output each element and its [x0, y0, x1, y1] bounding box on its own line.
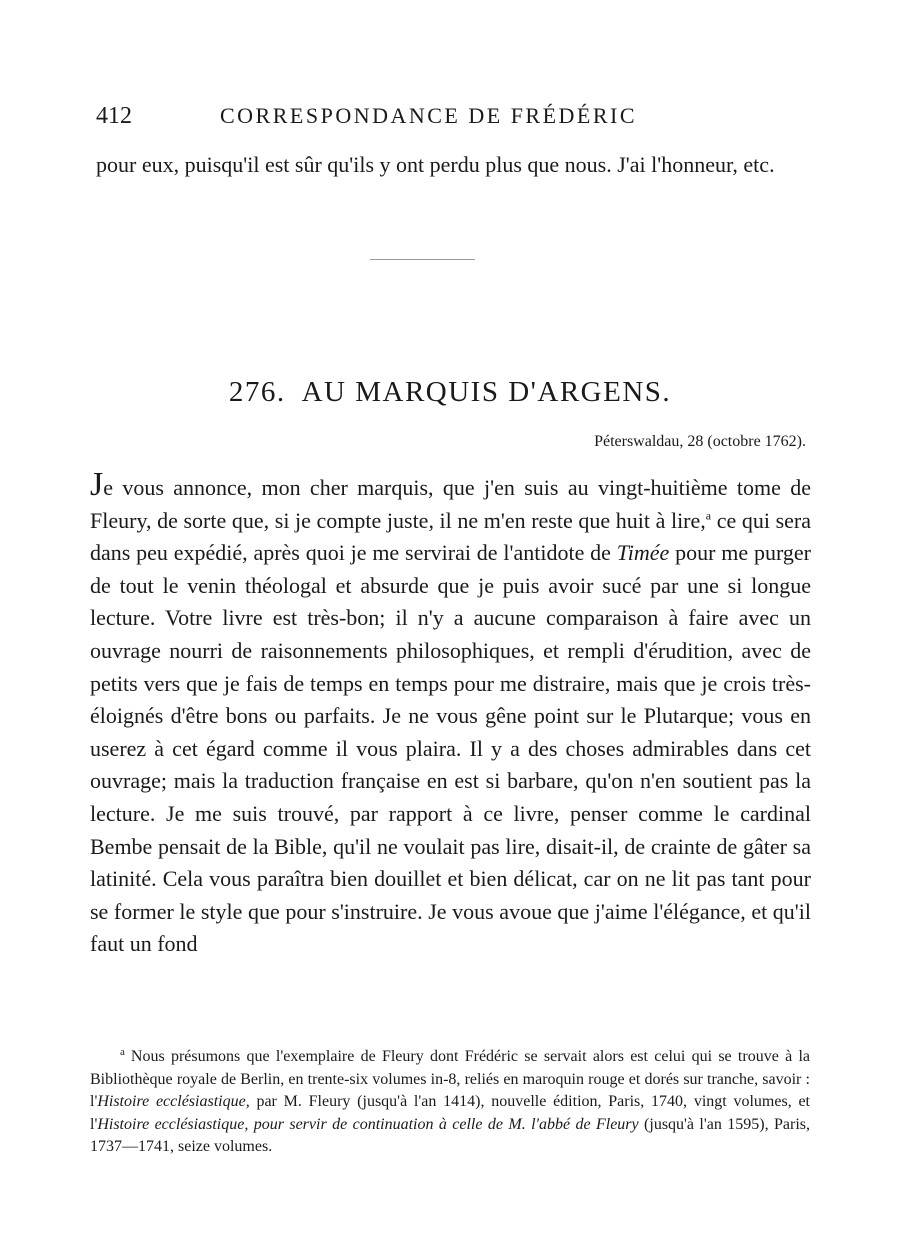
running-head — [96, 103, 716, 135]
running-title: CORRESPONDANCE DE FRÉDÉRIC — [220, 103, 638, 128]
body-text-2: ce qui sera dans peu expédié, après quoi je me servirai de l'antidote de — [90, 507, 812, 566]
drop-cap: J — [90, 466, 104, 503]
footnote — [90, 1046, 810, 1159]
footnote-italic-1: Histoire ecclésiastique, — [97, 1093, 250, 1110]
section-separator — [370, 259, 475, 260]
letter-title: AU MARQUIS D'ARGENS. — [301, 376, 672, 408]
footnote-text-2: par M. Fleury (jusqu'à l'an 1414), nouvelle édition, Paris, 1740, vingt volumes, et l' — [90, 1093, 810, 1133]
footnote-mark: a — [120, 1045, 125, 1058]
letter-heading — [0, 376, 900, 409]
footnote-italic-2: Histoire ecclésiastique, pour servir de continuation à celle de M. l'abbé de Fleury — [97, 1115, 639, 1133]
footnote-text-1: Nous présumons que l'exemplaire de Fleury dont Frédéric se servait alors est celui qui se trouve à la Bibliothèque royale de Berlin, en trente-six volumes in-8, reliés en maroquin rouge et dorés sur tranche, savoir : l' — [90, 1048, 810, 1110]
body-text-1: e vous annonce, mon cher marquis, que j'en suis au vingt-huitième tome de Fleury, de sorte que, si je compte juste, il ne m'en reste que huit à lire, — [90, 475, 811, 533]
page-number: 412 — [96, 103, 132, 129]
body-italic-timee: Timée — [616, 540, 670, 566]
footnote-text-3: (jusqu'à l'an 1595), Paris, 1737—1741, seize volumes. — [90, 1115, 810, 1155]
letter-number: 276. — [228, 376, 286, 408]
footnote-reference: a — [705, 508, 712, 523]
letter-body — [90, 466, 812, 961]
continuation-paragraph: pour eux, puisqu'il est sûr qu'ils y ont perdu plus que nous. J'ai l'honneur, etc. — [96, 152, 775, 177]
body-text-3: pour me purger de tout le venin théologal et absurde que je puis avoir sucé par une si longue lecture. Votre livre est très-bon; il n'y a aucune comparaison à faire avec un ouvrage nourri de raisonnements philosophiques, et rempli d'érudition, avec de petits vers que je fais de temps en temps pour me distraire, mais que je crois très-éloignés d'être bons ou parfaits. Je ne vous gêne point sur le Plutarque; vous en userez à cet égard comme il vous plaira. Il y a des choses admirables dans cet ouvrage; mais la traduction française en est si barbare, qu'on n'en soutient pas la lecture. Je me suis trouvé, par rapport à ce livre, penser comme le cardinal Bembe pensait de la Bible, qu'il ne voulait pas lire, disait-il, de crainte de gâter sa latinité. Cela vous paraîtra bien douillet et bien délicat, car on ne lit pas tant pour se former le style que pour s'instruire. Je vous avoue que j'aime l'élégance, et qu'il faut un fond — [90, 540, 811, 957]
dateline: Péterswaldau, 28 (octobre 1762). — [594, 433, 806, 450]
